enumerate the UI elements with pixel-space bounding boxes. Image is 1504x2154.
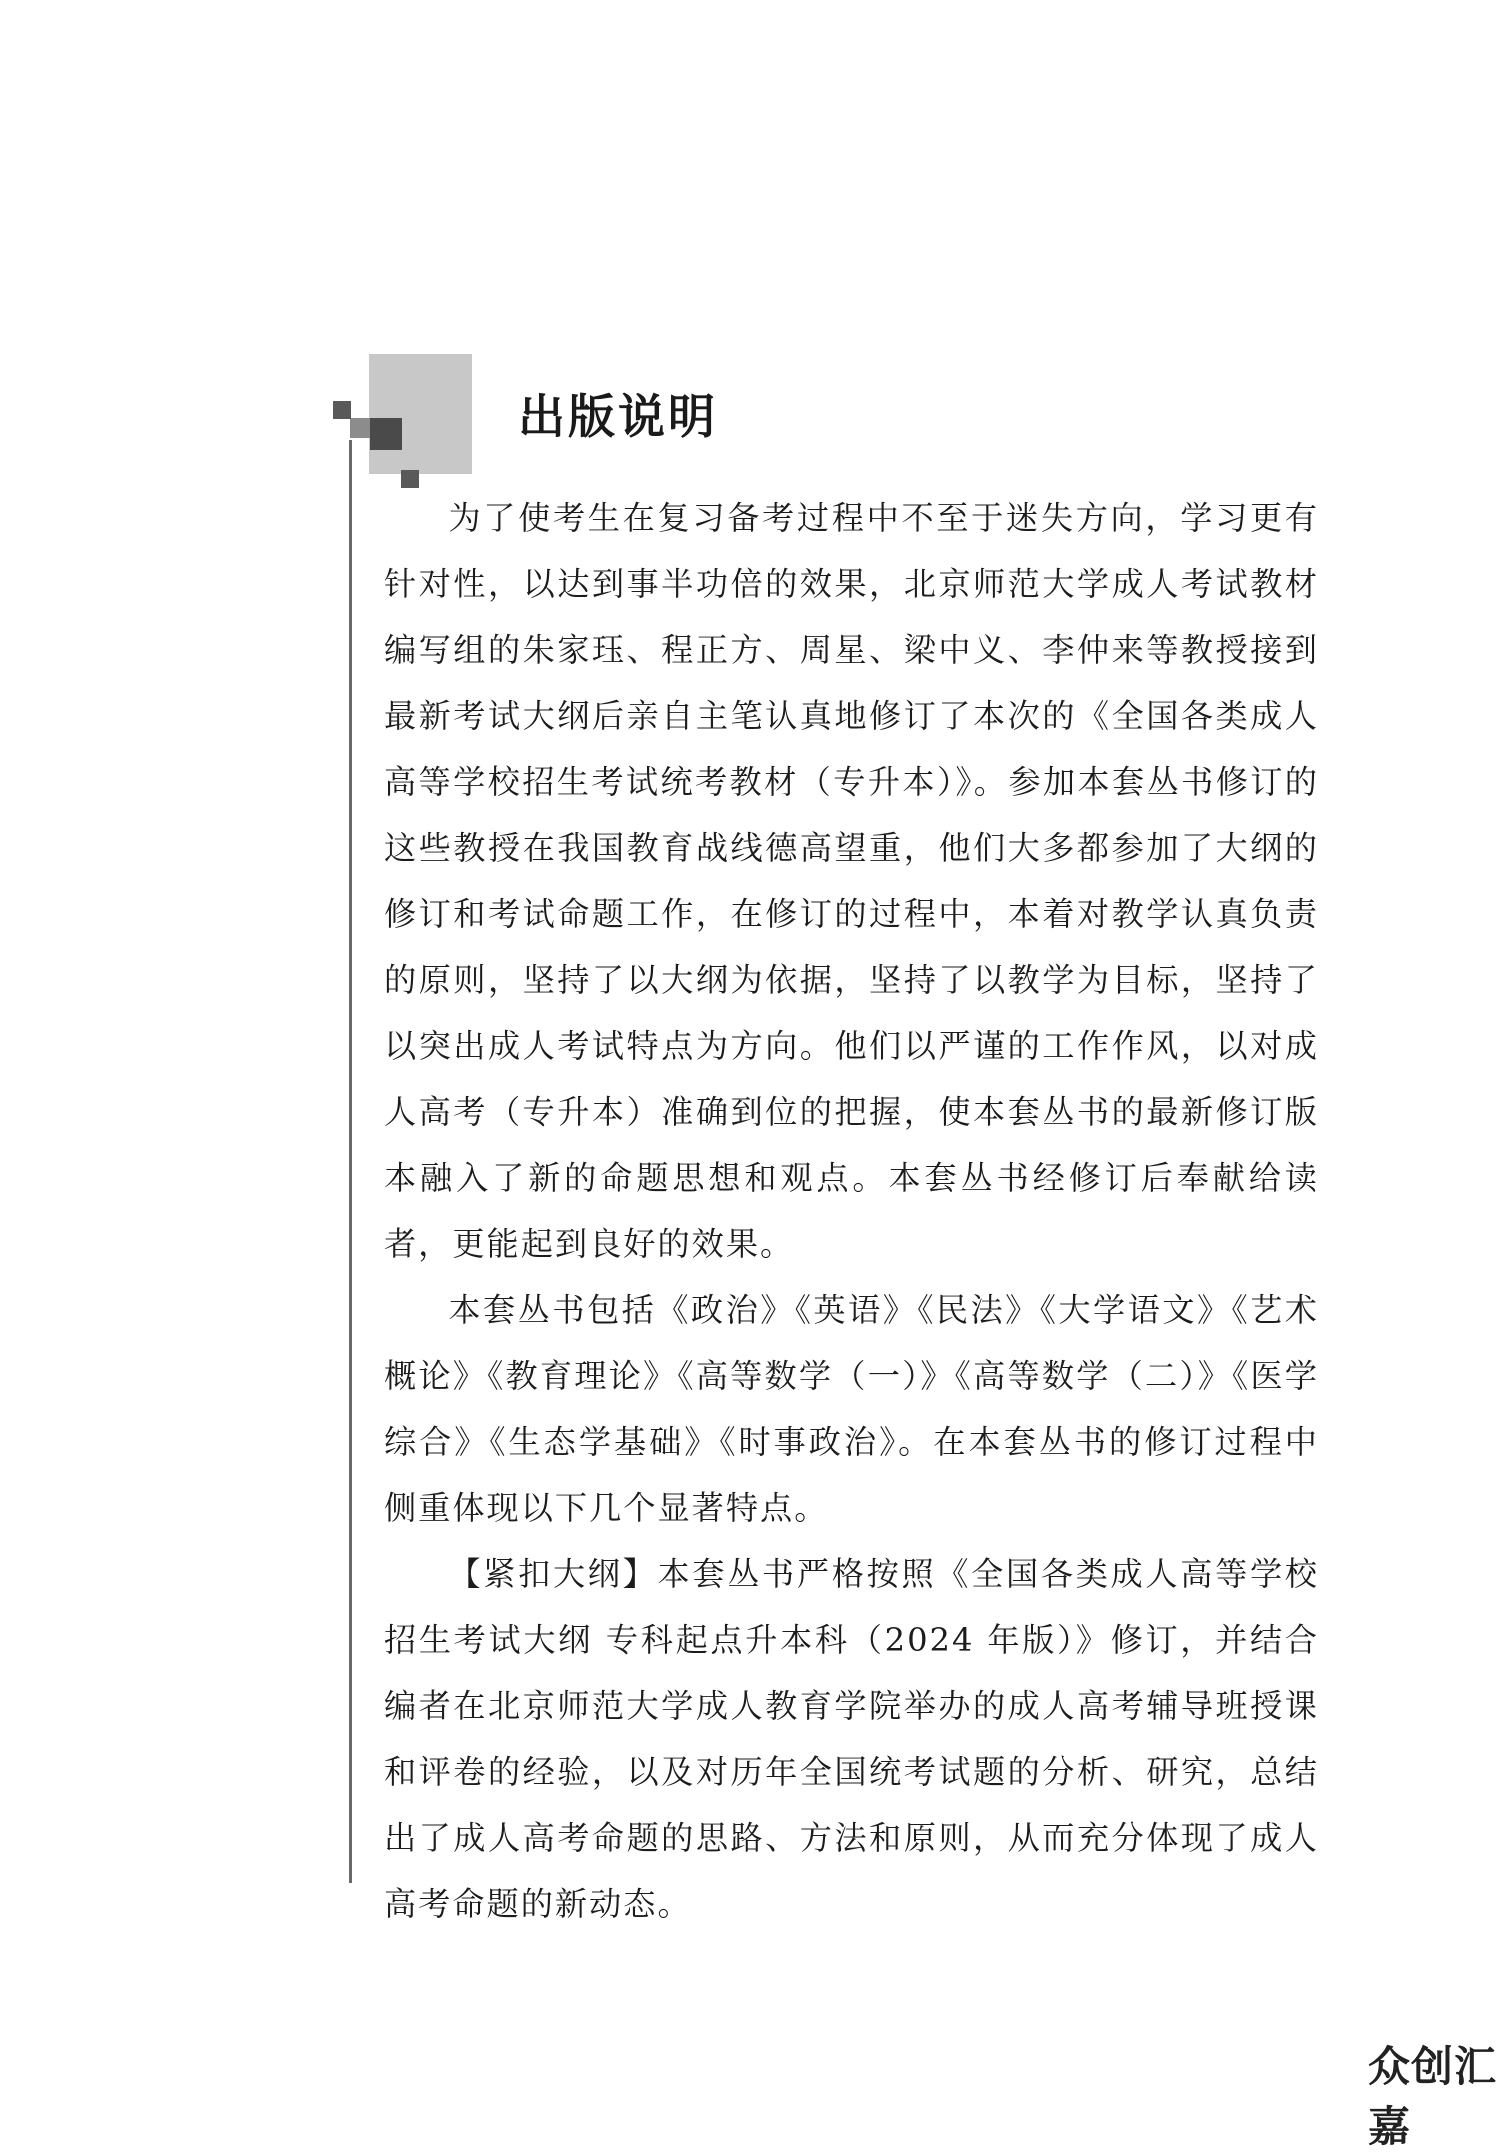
paragraph-syllabus: 【紧扣大纲】本套丛书严格按照《全国各类成人高等学校招生考试大纲 专科起点升本科（2024 年版）》修订，并结合编者在北京师范大学成人教育学院举办的成人高考辅导班授课和评卷的经验，以及对历年全国统考试题的分析、研究，总结出了成人高考命题的思路、方法和原则，从而充分体现了成人高考命题的新动态。 [384, 1555, 1319, 1923]
watermark: 众创汇嘉 [1368, 2042, 1498, 2151]
paragraph-intro: 为了使考生在复习备考过程中不至于迷失方向，学习更有针对性，以达到事半功倍的效果，北京师范大学成人考试教材编写组的朱家珏、程正方、周星、梁中义、李仲来等教授接到最新考试大纲后亲自主笔认真地修订了本次的《全国各类成人高等学校招生考试统考教材（专升本）》。参加本套丛书修订的这些教授在我国教育战线德高望重，他们大多都参加了大纲的修订和考试命题工作，在修订的过程中，本着对教学认真负责的原则，坚持了以大纲为依据，坚持了以教学为目标，坚持了以突出成人考试特点为方向。他们以严谨的工作作风，以对成人高考（专升本）准确到位的把握，使本套丛书的最新修订版本融入了新的命题思想和观点。本套丛书经修订后奉献给读者，更能起到良好的效果。 [384, 499, 1319, 1263]
page-title: 出版说明 [518, 390, 718, 445]
decor-square-small-left [333, 401, 351, 419]
decor-square-dark [370, 418, 402, 450]
body-text [384, 485, 1319, 1937]
decor-square-gray [350, 418, 370, 438]
paragraph-contents: 本套丛书包括《政治》《英语》《民法》《大学语文》《艺术概论》《教育理论》《高等数学（一）》《高等数学（二）》《医学综合》《生态学基础》《时事政治》。在本套丛书的修订过程中侧重体现以下几个显著特点。 [384, 1291, 1319, 1527]
decor-square-large [369, 354, 472, 474]
margin-rule [349, 440, 352, 1883]
